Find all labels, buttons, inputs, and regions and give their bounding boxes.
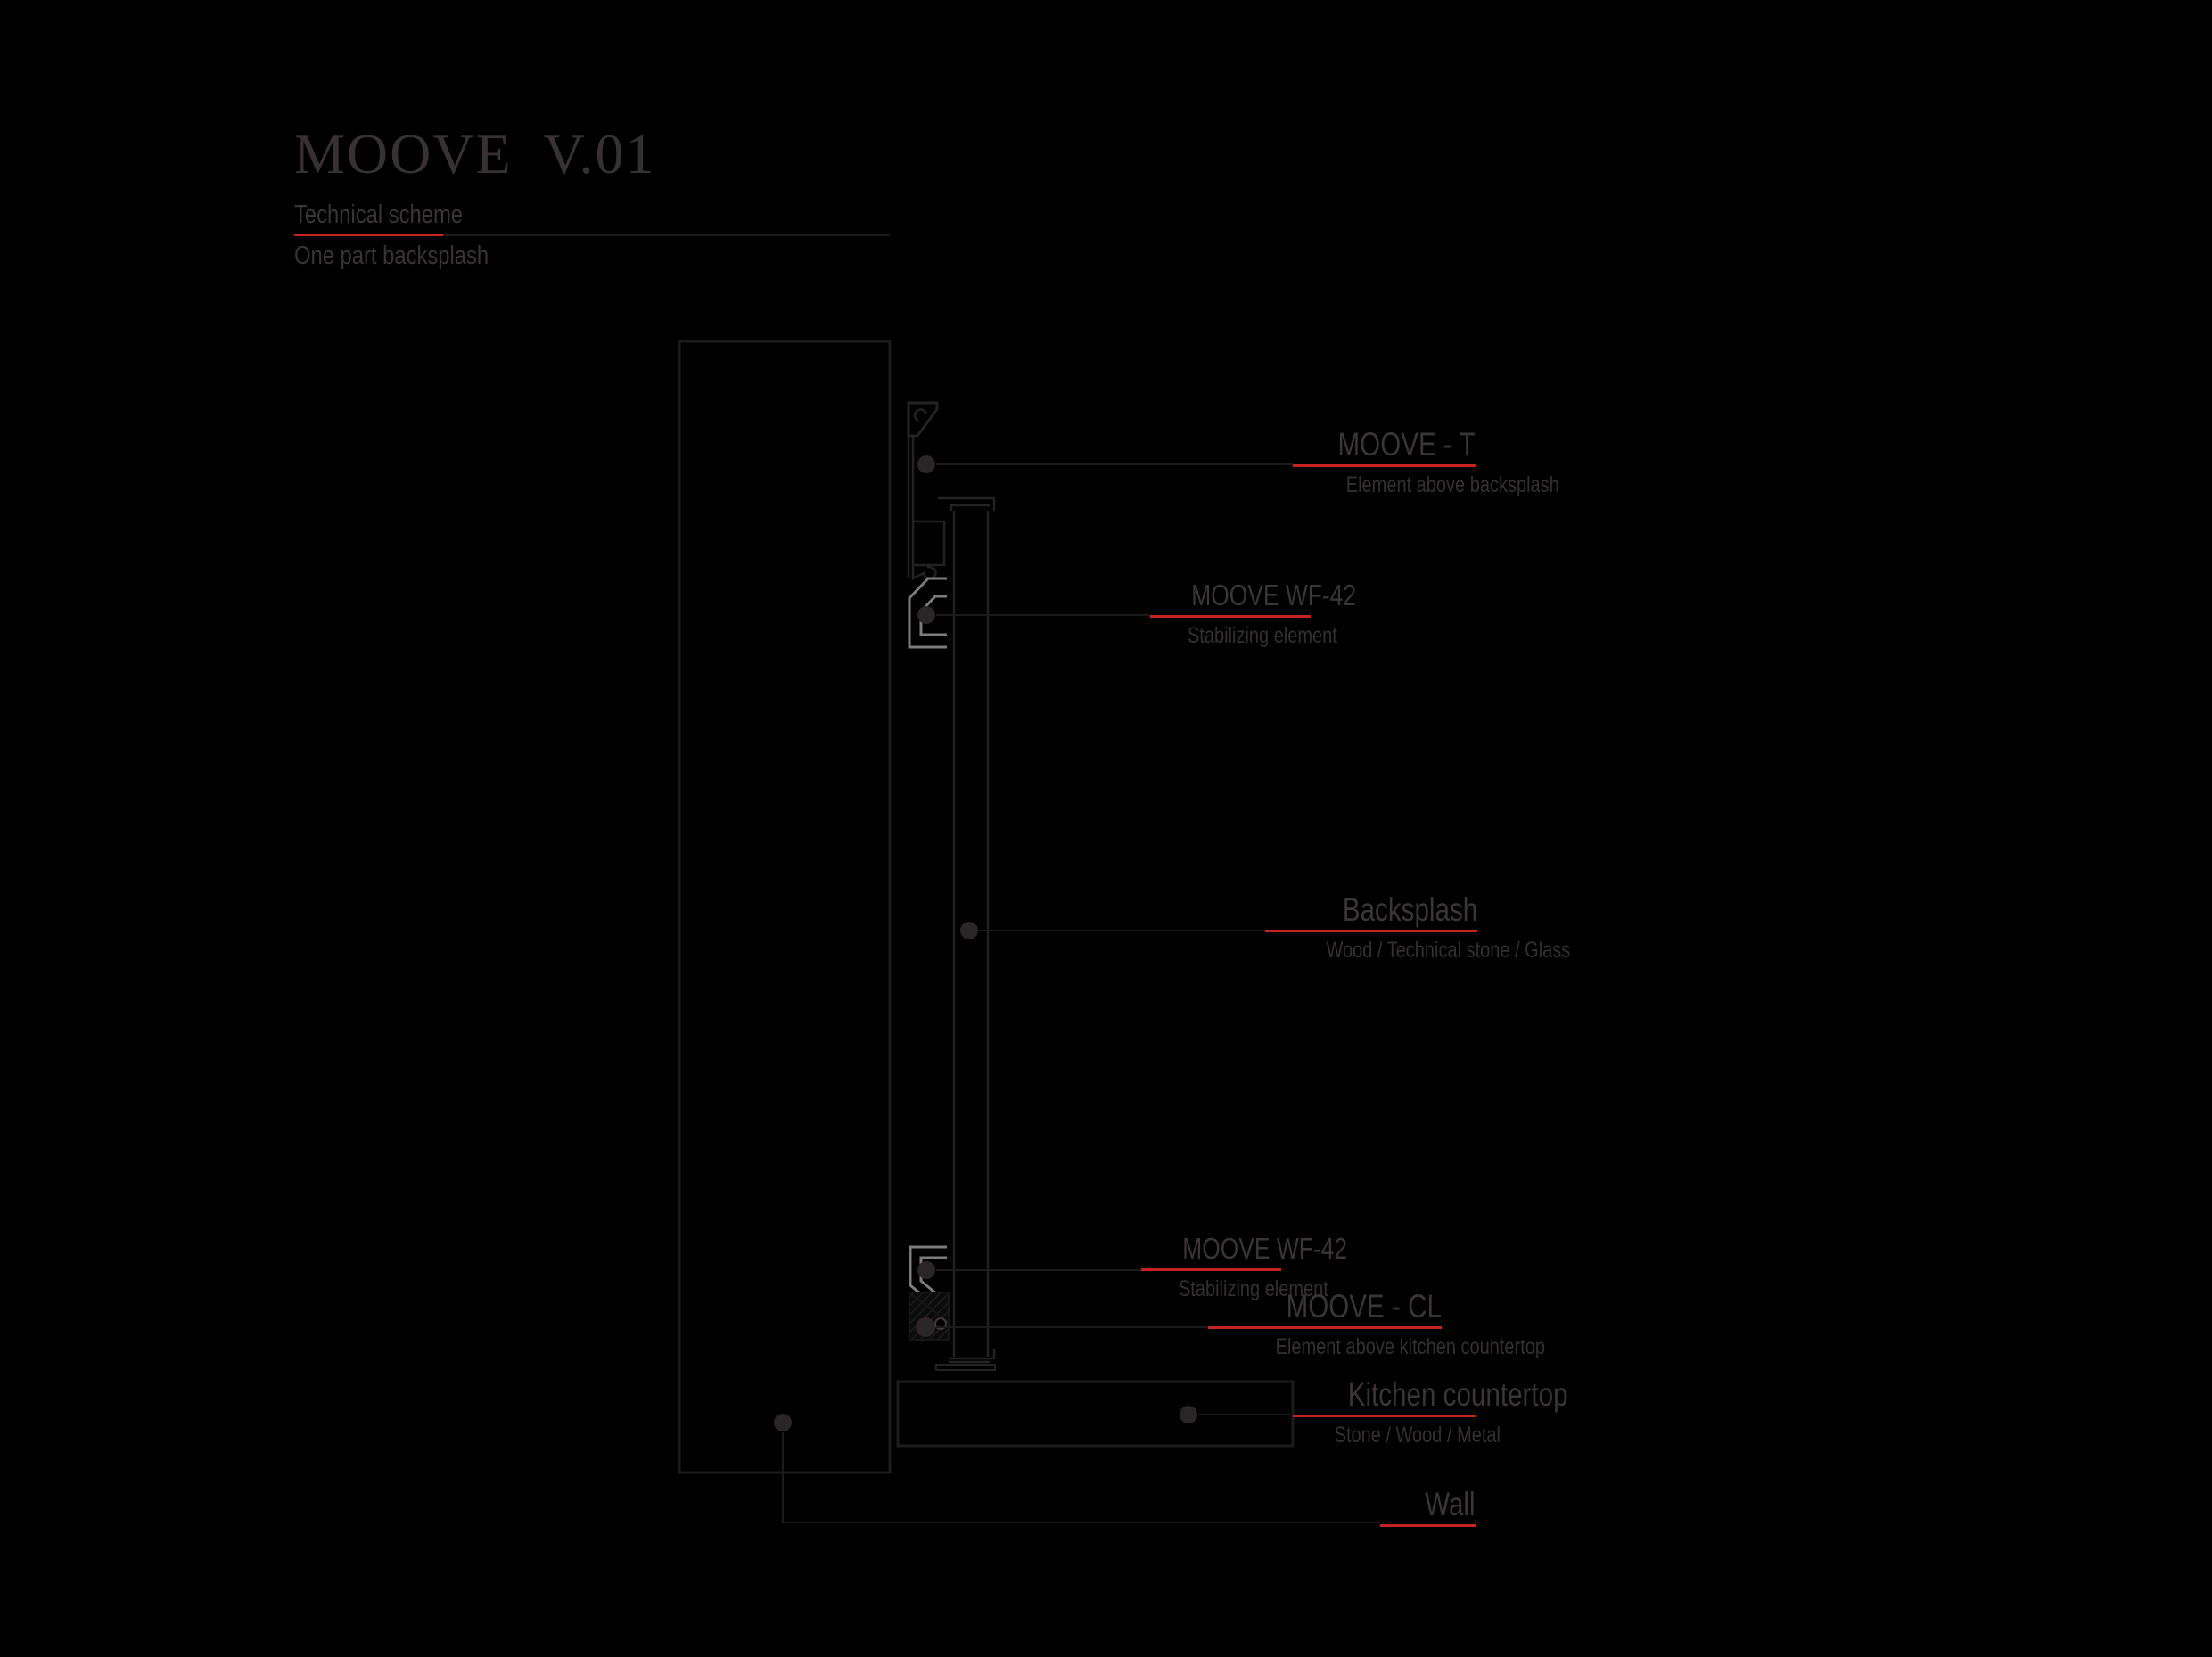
label-wf42-top-subtitle: Stabilizing element (1187, 623, 1337, 648)
label-backsplash (1265, 890, 1571, 964)
label-wall-title: Wall (1425, 1486, 1476, 1522)
page-title: MOOVE V.01 (294, 122, 656, 185)
clip-detail (915, 410, 926, 421)
header-divider-gray (443, 234, 890, 236)
dot-moove-t (917, 455, 935, 473)
dot-wf42-bottom (917, 1261, 935, 1279)
label-moove-t (1293, 425, 1559, 498)
label-moove-cl-title: MOOVE - CL (1286, 1288, 1442, 1325)
label-moove-cl (1208, 1287, 1546, 1360)
label-countertop-subtitle: Stone / Wood / Metal (1334, 1423, 1501, 1448)
dot-wall (774, 1414, 792, 1431)
variant-label: One part backsplash (294, 242, 489, 270)
wall-outline (679, 341, 890, 1472)
label-moove-t-title: MOOVE - T (1337, 426, 1476, 463)
dot-moove-cl (916, 1317, 935, 1337)
header-divider-red (294, 234, 443, 236)
label-moove-cl-subtitle: Element above kitchen countertop (1275, 1334, 1546, 1359)
label-wall (1380, 1485, 1476, 1527)
label-wall-rule (1380, 1524, 1476, 1527)
label-wf42-bottom-subtitle: Stabilizing element (1178, 1276, 1328, 1301)
header-divider (294, 234, 890, 236)
label-wf42-top (1150, 576, 1357, 649)
label-backsplash-subtitle: Wood / Technical stone / Glass (1326, 938, 1571, 963)
reference-dots (774, 455, 1197, 1431)
dot-countertop (1180, 1406, 1197, 1423)
moove-t-profile (909, 403, 994, 578)
dot-backsplash (960, 922, 978, 939)
label-wf42-bottom-title: MOOVE WF-42 (1182, 1232, 1348, 1265)
scheme-label: Technical scheme (294, 201, 464, 229)
label-wf42-top-title: MOOVE WF-42 (1191, 578, 1357, 611)
label-countertop (1293, 1375, 1568, 1448)
label-backsplash-title: Backsplash (1342, 891, 1477, 928)
dot-wf42-top (917, 606, 935, 624)
label-countertop-title: Kitchen countertop (1347, 1376, 1568, 1413)
label-moove-t-subtitle: Element above backsplash (1345, 472, 1559, 497)
